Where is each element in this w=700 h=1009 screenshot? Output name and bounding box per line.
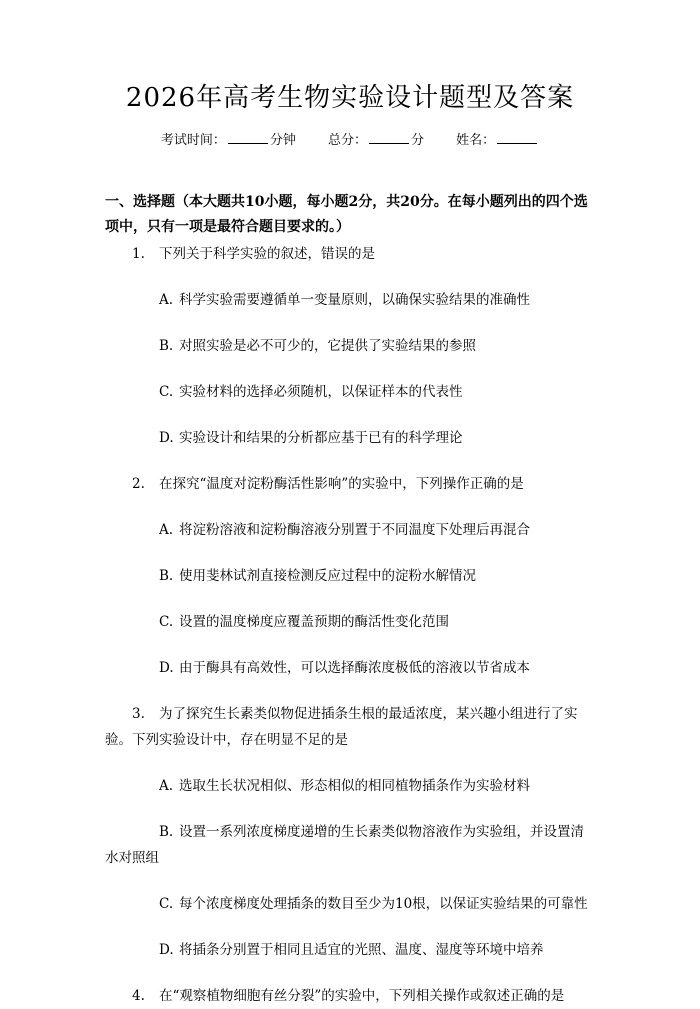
option-letter: C.: [159, 384, 174, 400]
option-letter: B.: [159, 568, 174, 584]
option[interactable]: [105, 655, 595, 681]
option-letter: C.: [159, 614, 174, 630]
question-text: 在探究“温度对淀粉酶活性影响”的实验中，下列操作正确的是: [159, 476, 524, 492]
option[interactable]: [105, 425, 595, 451]
option-text: 实验设计和结果的分析都应基于已有的科学理论: [179, 430, 463, 446]
score-unit: 分: [411, 133, 425, 148]
option-text: 设置一系列浓度梯度递增的生长素类似物溶液作为实验组，并设置清水对照组: [105, 824, 584, 866]
question-3-stem: [105, 701, 595, 753]
question-list: [105, 241, 595, 1009]
option[interactable]: [105, 819, 595, 871]
option-text: 使用斐林试剂直接检测反应过程中的淀粉水解情况: [179, 568, 476, 584]
option[interactable]: [105, 287, 595, 313]
question-1-stem: [105, 241, 595, 267]
question-number: 2.: [132, 476, 145, 492]
option[interactable]: [105, 379, 595, 405]
option-text: 实验材料的选择必须随机，以保证样本的代表性: [179, 384, 463, 400]
time-unit: 分钟: [269, 133, 296, 148]
option-letter: A.: [159, 778, 174, 794]
exam-meta: [0, 131, 700, 151]
option-text: 对照实验是必不可少的，它提供了实验结果的参照: [179, 338, 476, 354]
option-letter: D.: [159, 660, 174, 676]
option[interactable]: [105, 563, 595, 589]
question-text: 在“观察植物细胞有丝分裂”的实验中，下列相关操作或叙述正确的是: [159, 988, 565, 1004]
score-blank[interactable]: [369, 131, 409, 144]
option[interactable]: [105, 773, 595, 799]
page-title: 2026年高考生物实验设计题型及答案: [125, 83, 575, 113]
option-text: 每个浓度梯度处理插条的数目至少为10根，以保证实验结果的可靠性: [179, 896, 588, 912]
question-number: 3.: [132, 706, 145, 722]
option[interactable]: [105, 937, 595, 963]
name-blank[interactable]: [497, 131, 537, 144]
option-text: 将插条分别置于相同且适宜的光照、温度、湿度等环境中培养: [179, 942, 544, 958]
time-label: 考试时间：: [160, 133, 226, 148]
option-letter: A.: [159, 522, 174, 538]
score-label: 总分：: [327, 133, 367, 148]
option[interactable]: [105, 891, 595, 917]
question-number: 1.: [132, 246, 145, 262]
option-text: 选取生长状况相似、形态相似的相同植物插条作为实验材料: [179, 778, 530, 794]
question-text: 为了探究生长素类似物促进插条生根的最适浓度，某兴趣小组进行了实验。下列实验设计中，存在明显不足的是: [105, 706, 578, 748]
option-letter: B.: [159, 824, 174, 840]
option[interactable]: [105, 609, 595, 635]
time-field: [161, 133, 300, 148]
question-2-stem: [105, 471, 595, 497]
question-text: 下列关于科学实验的叙述，错误的是: [159, 246, 375, 262]
option-letter: B.: [159, 338, 174, 354]
option-letter: A.: [159, 292, 174, 308]
option[interactable]: [105, 333, 595, 359]
option-letter: C.: [159, 896, 174, 912]
option-letter: D.: [159, 430, 174, 446]
option-text: 设置的温度梯度应覆盖预期的酶活性变化范围: [179, 614, 449, 630]
name-field: [456, 133, 539, 148]
option[interactable]: [105, 517, 595, 543]
option-text: 将淀粉溶液和淀粉酶溶液分别置于不同温度下处理后再混合: [179, 522, 530, 538]
section-heading: 一、选择题（本大题共10小题，每小题2分，共20分。在每小题列出的四个选项中，只有一项是最符合题目要求的。）: [105, 194, 588, 235]
option-text: 科学实验需要遵循单一变量原则，以确保实验结果的准确性: [179, 292, 530, 308]
question-number: 4.: [132, 988, 145, 1004]
name-label: 姓名：: [456, 133, 496, 148]
score-field: [328, 133, 428, 148]
question-4-stem: [105, 983, 595, 1009]
option-text: 由于酶具有高效性，可以选择酶浓度极低的溶液以节省成本: [179, 660, 530, 676]
time-blank[interactable]: [228, 131, 268, 144]
option-letter: D.: [159, 942, 174, 958]
